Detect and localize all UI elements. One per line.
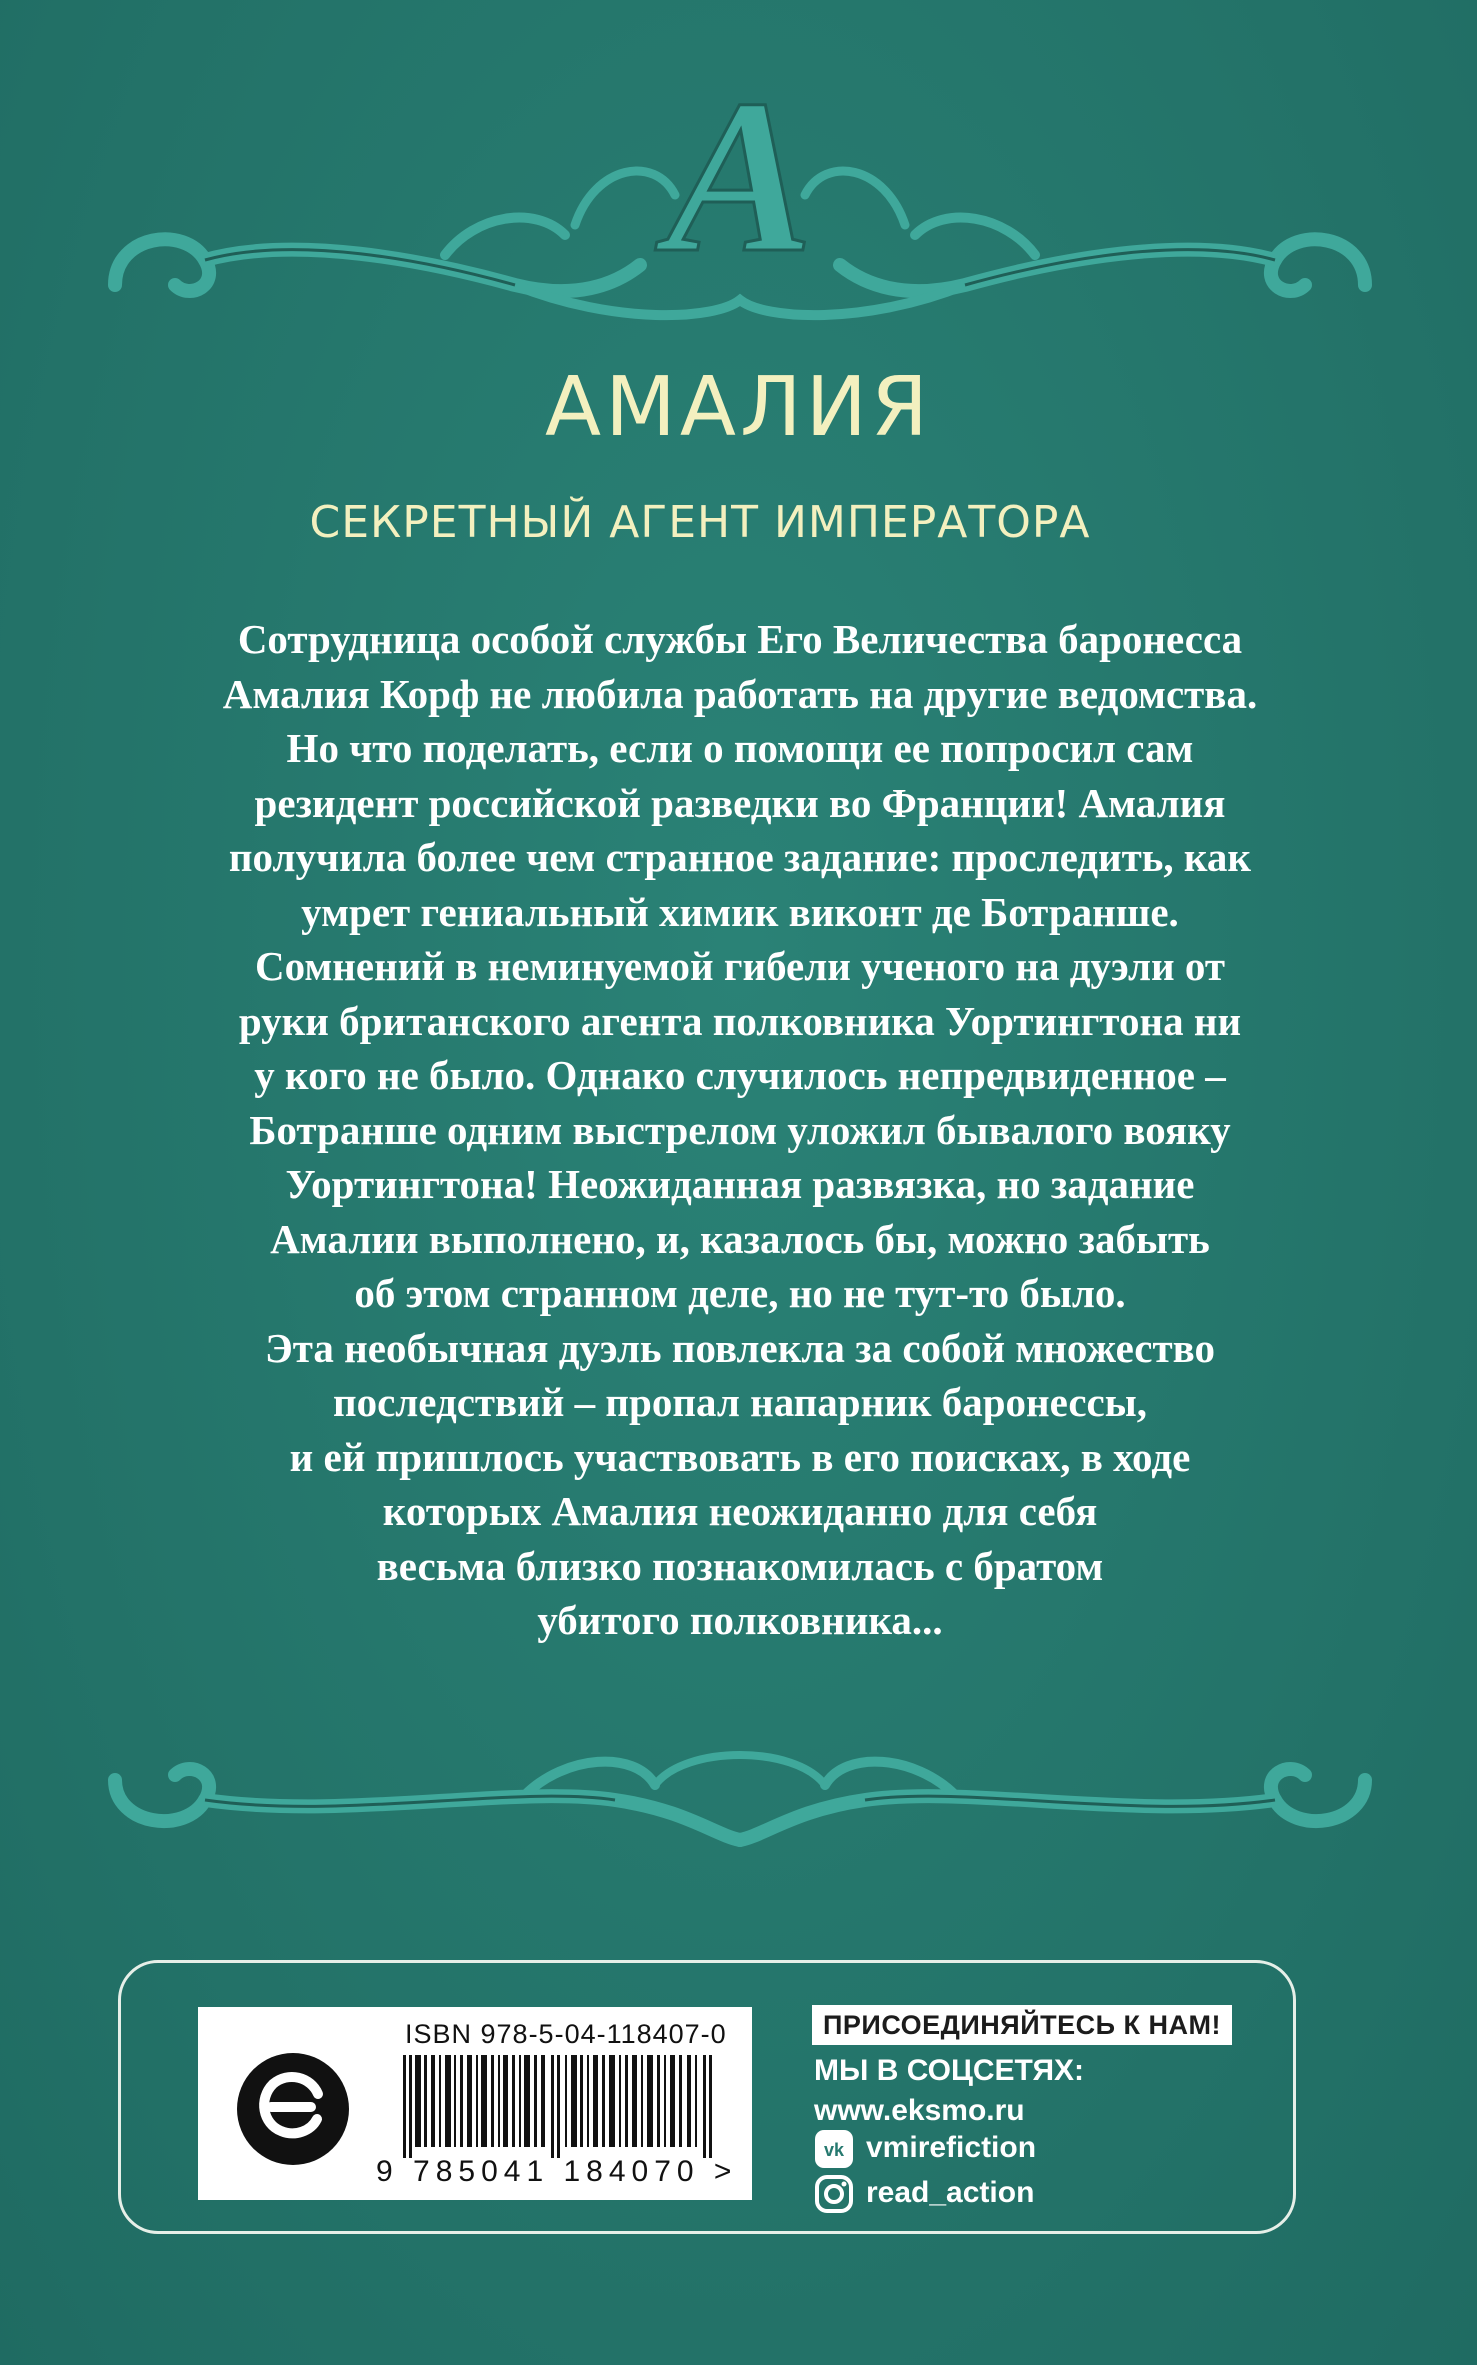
- annotation-line: Уортингтона! Неожиданная развязка, но задание: [285, 1161, 1195, 1207]
- annotation-line: получила более чем странное задание: проследить, как: [228, 834, 1252, 880]
- annotation-line: у кого не было. Однако случилось непредвиденное –: [254, 1052, 1226, 1098]
- annotation-line: резидент российской разведки во Франции! Амалия: [254, 779, 1226, 826]
- annotation-line: Сомнений в неминуемой гибели ученого на дуэли от: [255, 943, 1225, 989]
- annotation-line: и ей пришлось участвовать в его поисках, в ходе: [289, 1433, 1191, 1480]
- bottom-ornament: [95, 1725, 1385, 1860]
- isbn-number: ISBN 978-5-04-118407-0: [405, 2019, 727, 2049]
- top-ornament-monogram: [95, 85, 1385, 345]
- publisher-logo-icon: [233, 2049, 353, 2169]
- instagram-icon: [814, 2174, 854, 2214]
- instagram-handle[interactable]: read_action: [866, 2176, 1035, 2209]
- monogram-letter: A: [666, 85, 814, 298]
- vk-handle[interactable]: vmirefiction: [866, 2131, 1037, 2164]
- book-annotation: [120, 612, 1360, 1648]
- annotation-line: Эта необычная дуэль повлекла за собой множество: [264, 1324, 1215, 1371]
- website-link[interactable]: www.eksmo.ru: [814, 2094, 1025, 2127]
- svg-text:vk: vk: [823, 2140, 845, 2160]
- annotation-line: об этом странном деле, но не тут-то было.: [354, 1270, 1126, 1316]
- isbn-barcode-panel: [198, 2007, 752, 2200]
- annotation-line: Сотрудница особой службы Его Величества баронесса: [237, 616, 1243, 662]
- annotation-line: Ботранше одним выстрелом уложил бывалого вояку: [249, 1106, 1231, 1153]
- annotation-line: руки британского агента полковника Уортингтона ни: [238, 997, 1242, 1044]
- annotation-line: последствий – пропал напарник баронессы,: [332, 1379, 1147, 1425]
- annotation-line: которых Амалия неожиданно для себя: [382, 1488, 1098, 1534]
- barcode-bars: [403, 2055, 713, 2158]
- annotation-line: убитого полковника...: [537, 1597, 943, 1643]
- ean-digits: 9 785041 184070 >: [376, 2155, 738, 2188]
- annotation-line: Амалии выполнено, и, казалось бы, можно забыть: [270, 1215, 1210, 1262]
- annotation-line: Амалия Корф не любила работать на другие ведомства.: [222, 670, 1258, 717]
- annotation-line: весьма близко познакомилась с братом: [376, 1542, 1104, 1589]
- book-subtitle: СЕКРЕТНЫЙ АГЕНТ ИМПЕРАТОРА: [309, 497, 1091, 548]
- annotation-line: умрет гениальный химик виконт де Ботранше.: [301, 888, 1179, 935]
- social-networks-label: МЫ В СОЦСЕТЯХ:: [814, 2054, 1085, 2087]
- join-us-banner: ПРИСОЕДИНЯЙТЕСЬ К НАМ!: [812, 2005, 1232, 2045]
- book-title: АМАЛИЯ: [545, 360, 932, 455]
- annotation-line: Но что поделать, если о помощи ее попросил сам: [286, 725, 1194, 771]
- vk-icon: [814, 2129, 854, 2169]
